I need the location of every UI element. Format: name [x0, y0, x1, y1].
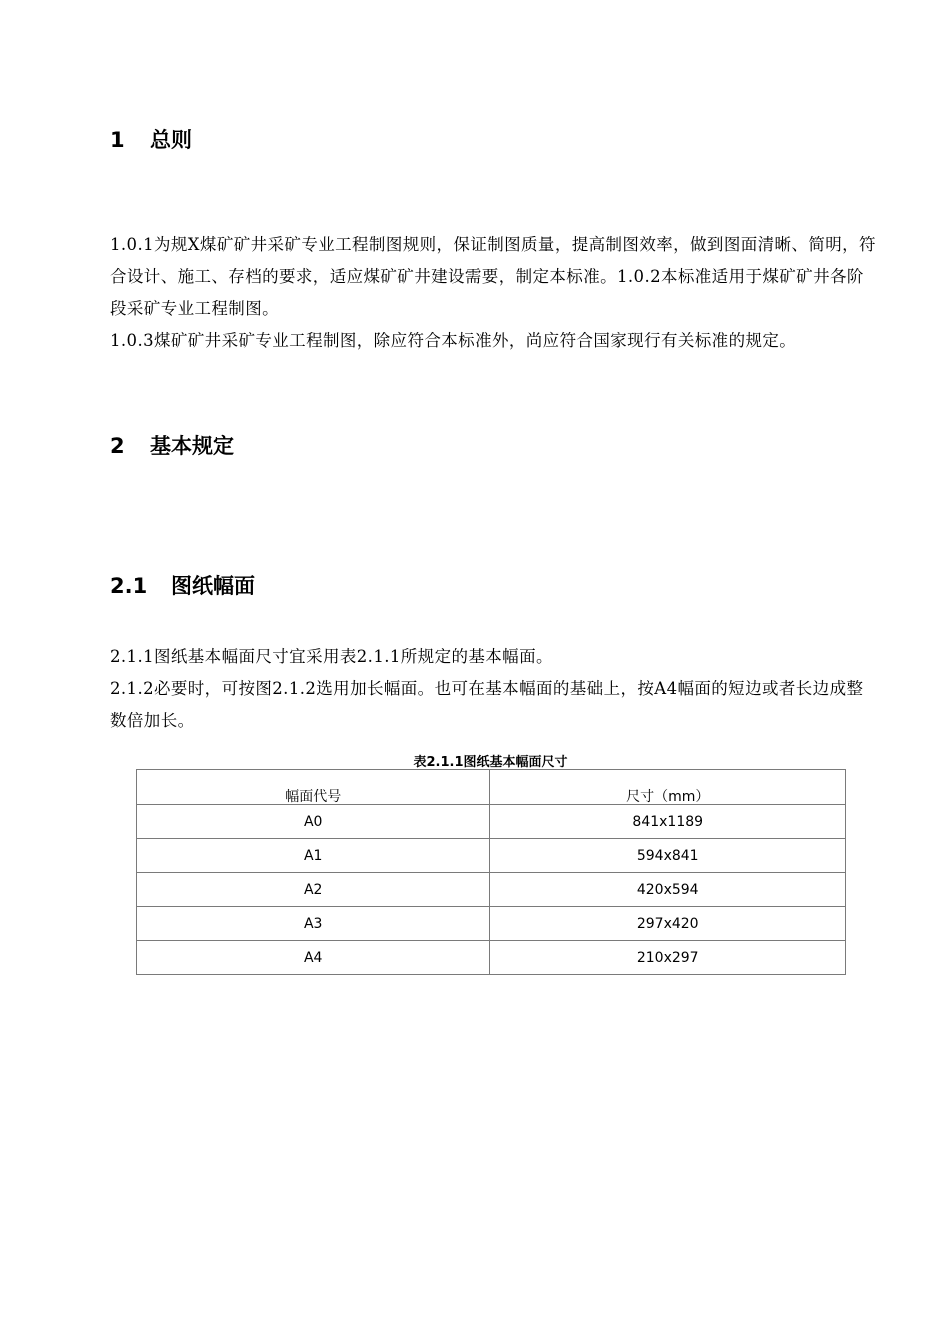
table-row: [137, 805, 846, 839]
dimensions-cell: 420x594: [490, 873, 846, 907]
paragraph-2-1-1: 2.1.1图纸基本幅面尺寸宜采用表2.1.1所规定的基本幅面。: [110, 647, 553, 666]
size-code-cell: A4: [137, 941, 490, 975]
size-code-cell: A2: [137, 873, 490, 907]
section-title: 基本规定: [150, 434, 234, 458]
table-row: [137, 941, 846, 975]
column-header-dimensions: 尺寸（mm）: [490, 770, 846, 805]
dimensions-cell: 210x297: [490, 941, 846, 975]
section-number: 2.1: [110, 574, 148, 598]
paragraph-1-0-1: 1.0.1为规X煤矿矿井采矿专业工程制图规则，保证制图质量，提高制图效率，做到图面清晰、简明，符合设计、施工、存档的要求，适应煤矿矿井建设需要，制定本标准。1.0.2本标准适用于煤矿矿井各阶段采矿专业工程制图。: [110, 235, 876, 318]
section-heading-2-1: [110, 570, 255, 600]
table-row: [137, 873, 846, 907]
table-row: [137, 839, 846, 873]
table-header-row: [137, 770, 846, 805]
dimensions-cell: 841x1189: [490, 805, 846, 839]
size-code-cell: A0: [137, 805, 490, 839]
section-heading-2: [110, 430, 234, 460]
size-code-cell: A3: [137, 907, 490, 941]
section-number: 2: [110, 434, 125, 458]
section-number: 1: [110, 128, 125, 152]
section-2-1-body: [110, 641, 880, 737]
dimensions-cell: 297x420: [490, 907, 846, 941]
size-code-cell: A1: [137, 839, 490, 873]
paragraph-2-1-2: 2.1.2必要时，可按图2.1.2选用加长幅面。也可在基本幅面的基础上，按A4幅面的短边或者长边成整数倍加长。: [110, 679, 864, 730]
table-row: [137, 907, 846, 941]
dimensions-cell: 594x841: [490, 839, 846, 873]
paragraph-1-0-3: 1.0.3煤矿矿井采矿专业工程制图，除应符合本标准外，尚应符合国家现行有关标准的规定。: [110, 331, 797, 350]
section-title: 总则: [150, 128, 192, 152]
table-caption: 表2.1.1图纸基本幅面尺寸: [413, 755, 568, 770]
section-title: 图纸幅面: [171, 574, 255, 598]
section-1-body: [110, 229, 880, 357]
paper-size-table: [136, 769, 846, 975]
column-header-size-code: 幅面代号: [137, 770, 490, 805]
section-heading-1: [110, 124, 192, 154]
